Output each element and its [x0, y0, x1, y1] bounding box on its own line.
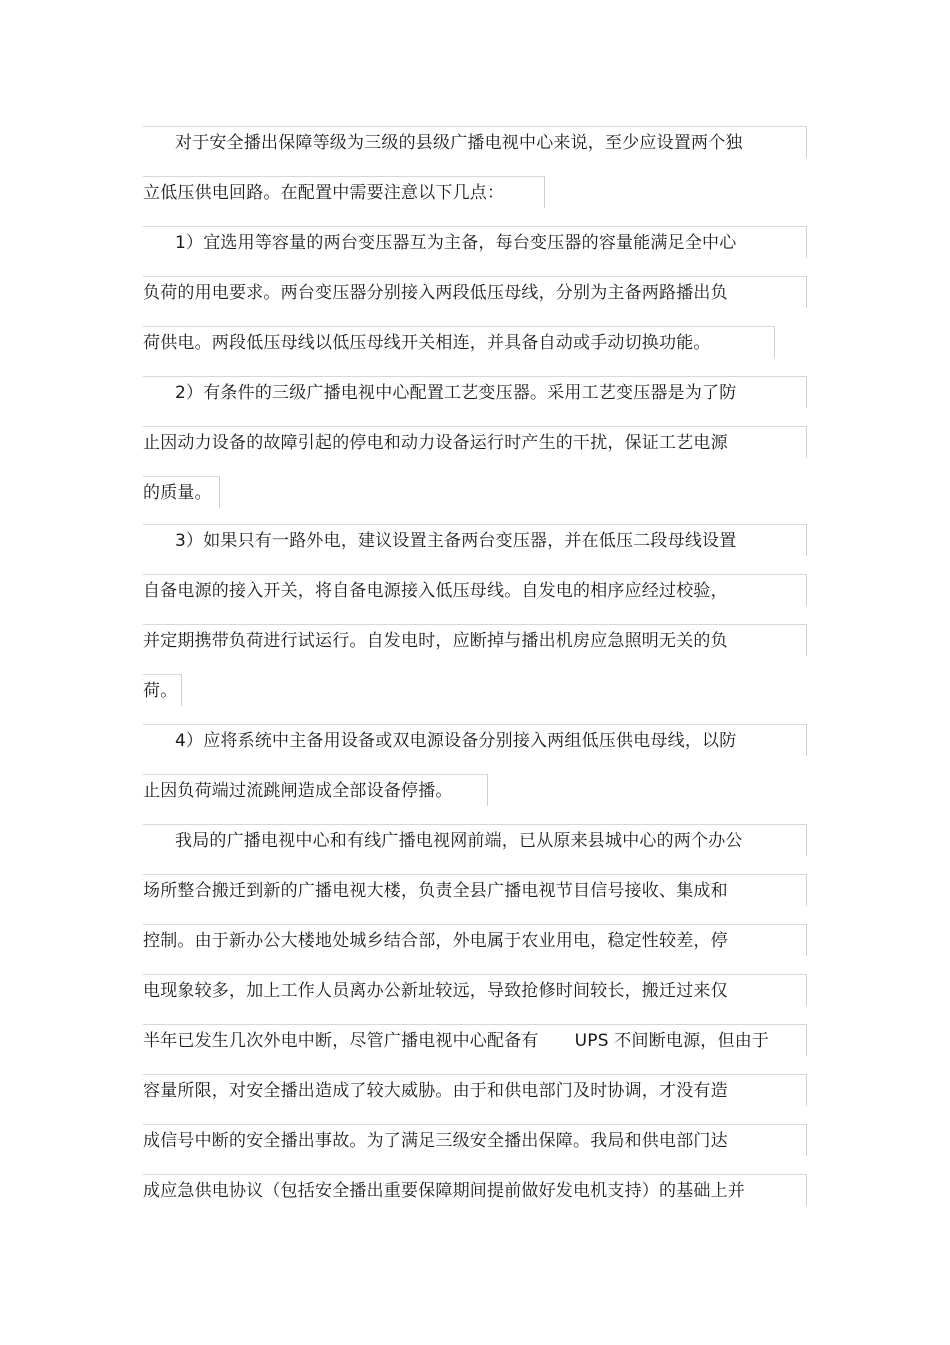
text-line: 对于安全播出保障等级为三级的县级广播电视中心来说，至少应设置两个独	[175, 133, 743, 153]
frame-line	[806, 974, 807, 1006]
frame-line	[806, 724, 807, 756]
text-segment: 半年已发生几次外电中断，尽管广播电视中心配备有	[143, 1031, 539, 1051]
text-line: 3）如果只有一路外电，建议设置主备两台变压器，并在低压二段母线设置	[175, 531, 737, 551]
frame-line	[806, 524, 807, 556]
frame-line	[806, 226, 807, 258]
text-line: 成应急供电协议（包括安全播出重要保障期间提前做好发电机支持）的基础上并	[143, 1181, 745, 1201]
text-line	[143, 1025, 769, 1057]
text-line: 荷。	[143, 681, 178, 701]
frame-line	[806, 1074, 807, 1106]
frame-line	[544, 176, 545, 208]
text-line: 荷供电。两段低压母线以低压母线开关相连，并具备自动或手动切换功能。	[143, 333, 711, 353]
text-line: 我局的广播电视中心和有线广播电视网前端，已从原来县城中心的两个办公	[175, 831, 743, 851]
frame-line	[806, 874, 807, 906]
text-line: 立低压供电回路。在配置中需要注意以下几点：	[143, 183, 505, 203]
text-line: 成信号中断的安全播出事故。为了满足三级安全播出保障。我局和供电部门达	[143, 1131, 728, 1151]
text-line: 场所整合搬迁到新的广播电视大楼，负责全县广播电视节目信号接收、集成和	[143, 881, 728, 901]
frame-line	[806, 924, 807, 956]
frame-line	[806, 426, 807, 458]
text-line: 自备电源的接入开关，将自备电源接入低压母线。自发电的相序应经过校验，	[143, 581, 728, 601]
frame-line	[806, 824, 807, 856]
frame-line	[487, 774, 488, 806]
text-line: 止因动力设备的故障引起的停电和动力设备运行时产生的干扰，保证工艺电源	[143, 433, 728, 453]
frame-line	[806, 1174, 807, 1206]
frame-line	[806, 376, 807, 408]
frame-line	[806, 276, 807, 308]
text-line: 并定期携带负荷进行试运行。自发电时，应断掉与播出机房应急照明无关的负	[143, 631, 728, 651]
text-line: 4）应将系统中主备用设备或双电源设备分别接入两组低压供电母线，以防	[175, 731, 737, 751]
text-line: 控制。由于新办公大楼地处城乡结合部，外电属于农业用电，稳定性较差，停	[143, 931, 728, 951]
text-line: 止因负荷端过流跳闸造成全部设备停播。	[143, 781, 453, 801]
frame-line	[806, 624, 807, 656]
text-line: 负荷的用电要求。两台变压器分别接入两段低压母线，分别为主备两路播出负	[143, 283, 728, 303]
text-line: 电现象较多，加上工作人员离办公新址较远，导致抢修时间较长，搬迁过来仅	[143, 981, 728, 1001]
frame-line	[806, 126, 807, 158]
frame-line	[219, 476, 220, 508]
text-line: 容量所限，对安全播出造成了较大威胁。由于和供电部门及时协调，才没有造	[143, 1081, 728, 1101]
text-line: 2）有条件的三级广播电视中心配置工艺变压器。采用工艺变压器是为了防	[175, 383, 737, 403]
frame-line	[806, 1024, 807, 1056]
frame-line	[806, 1124, 807, 1156]
frame-line	[181, 674, 182, 706]
frame-line	[774, 326, 775, 358]
frame-line	[806, 574, 807, 606]
text-line: 1）宜选用等容量的两台变压器互为主备，每台变压器的容量能满足全中心	[175, 233, 737, 253]
text-line: 的质量。	[143, 483, 212, 503]
text-segment: UPS 不间断电源，但由于	[574, 1031, 770, 1051]
